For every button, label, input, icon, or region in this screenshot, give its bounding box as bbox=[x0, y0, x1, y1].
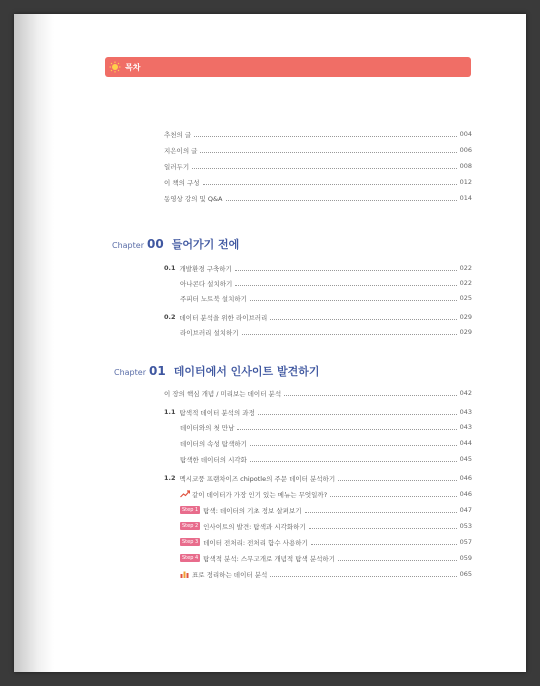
toc-subentry[interactable]: 표로 정리하는 데이터 분석 065 bbox=[180, 569, 472, 579]
toc-step-entry[interactable]: Step 2 인사이트의 발견: 탐색과 시각화하기 053 bbox=[182, 522, 472, 531]
toc-subentry[interactable]: 데이터의 속성 탐색하기 044 bbox=[180, 439, 472, 448]
page-binding-shadow bbox=[14, 14, 54, 672]
sun-icon bbox=[109, 61, 121, 73]
toc-section[interactable]: 0.1 개발환경 구축하기 022 bbox=[164, 264, 472, 273]
toc-entry[interactable]: 이 장의 핵심 개념 / 미리보는 데이터 분석 042 bbox=[164, 389, 472, 398]
toc-entry[interactable]: 일러두기 008 bbox=[164, 162, 472, 171]
toc-section[interactable]: 0.2 데이터 분석을 위한 라이브러리 029 bbox=[164, 313, 472, 322]
document-page bbox=[14, 14, 526, 672]
toc-section[interactable]: 1.1 탐색적 데이터 분석의 과정 043 bbox=[164, 408, 472, 417]
toc-header-bar bbox=[105, 57, 471, 77]
toc-entry[interactable]: 이 책의 구성 012 bbox=[164, 178, 472, 187]
toc-subentry[interactable]: 데이터와의 첫 만남 043 bbox=[180, 423, 472, 432]
toc-title: 목차 bbox=[125, 62, 141, 72]
toc-step-entry[interactable]: Step 3 데이터 전처리: 전처리 함수 사용하기 057 bbox=[182, 538, 472, 547]
trend-icon bbox=[180, 490, 190, 498]
step-badge: Step 1 bbox=[182, 507, 199, 513]
step-badge: Step 4 bbox=[182, 555, 199, 561]
toc-entry[interactable]: 지은이의 글 006 bbox=[164, 146, 472, 155]
toc-entry[interactable]: 추천의 글 004 bbox=[164, 130, 472, 139]
step-badge: Step 3 bbox=[182, 539, 199, 545]
bar-chart-icon bbox=[180, 570, 190, 578]
toc-subentry[interactable]: 탐색한 데이터의 시각화 045 bbox=[180, 455, 472, 464]
toc-subentry[interactable]: 라이브러리 설치하기 029 bbox=[180, 328, 472, 337]
toc-subentry[interactable]: 같이 데이터가 가장 인기 있는 메뉴는 무엇일까? 046 bbox=[180, 489, 472, 499]
toc-step-entry[interactable]: Step 4 탐색적 분석: 스무고개로 개념적 탐색 분석하기 059 bbox=[182, 554, 472, 563]
toc-step-entry[interactable]: Step 1 탐색: 데이터의 기초 정보 살펴보기 047 bbox=[182, 506, 472, 515]
chapter-heading: Chapter 00 들어가기 전에 bbox=[112, 237, 240, 251]
toc-subentry[interactable]: 아나콘다 설치하기 022 bbox=[180, 279, 472, 288]
toc-subentry[interactable]: 주피터 노트북 설치하기 025 bbox=[180, 294, 472, 303]
step-badge: Step 2 bbox=[182, 523, 199, 529]
toc-section[interactable]: 1.2 멕시코풍 프랜차이즈 chipotle의 주문 데이터 분석하기 046 bbox=[164, 474, 472, 483]
toc-entry[interactable]: 동영상 강의 및 Q&A 014 bbox=[164, 194, 472, 203]
chapter-heading: Chapter 01 데이터에서 인사이트 발견하기 bbox=[114, 364, 320, 378]
